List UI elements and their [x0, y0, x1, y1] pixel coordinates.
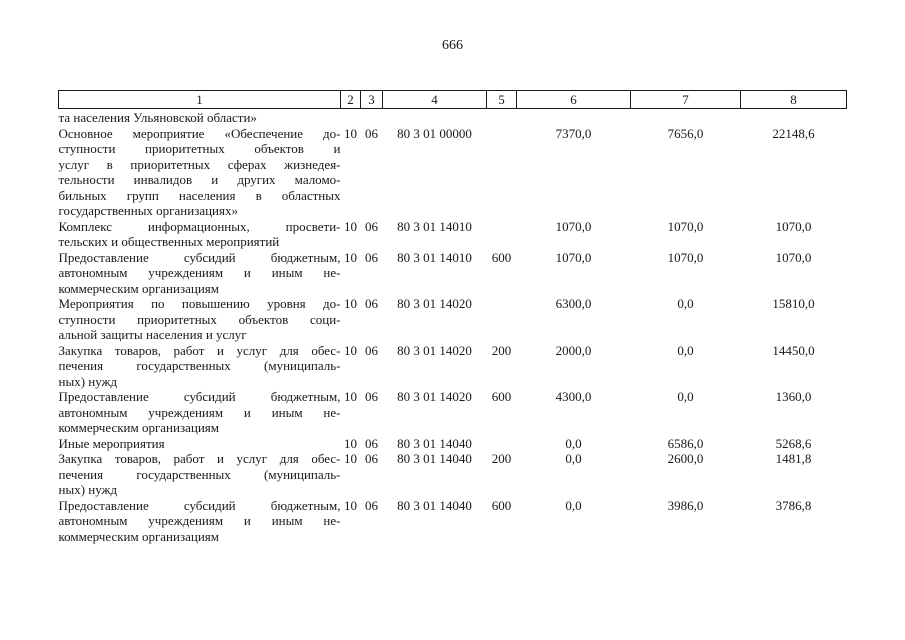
- section-code: 10: [344, 451, 357, 466]
- subsection-code: 06: [365, 451, 378, 466]
- amount-col-7: 0,0: [677, 296, 694, 311]
- header-col-2: 2: [341, 91, 361, 109]
- header-col-4: 4: [383, 91, 487, 109]
- row-name-line: ступности приоритетных объектов соци-: [58, 311, 341, 327]
- table-header-row: [59, 91, 847, 109]
- row-name: [59, 126, 341, 219]
- row-name-line: Предоставление субсидий бюджетным,: [58, 249, 341, 265]
- row-name-line: ных) нужд: [58, 482, 118, 497]
- header-col-8: 8: [741, 91, 847, 109]
- row-name: [59, 296, 341, 343]
- amount-col-8: 5268,6: [775, 435, 812, 451]
- amount-col-8: [741, 109, 847, 126]
- amount-col-6: 1070,0: [555, 249, 592, 265]
- target-article-code: 80 3 01 14020: [397, 389, 472, 404]
- subsection-code: 06: [365, 342, 378, 358]
- amount-col-7: 1070,0: [667, 218, 704, 234]
- amount-col-6: 0,0: [565, 451, 582, 466]
- expense-type-code: 600: [491, 389, 512, 404]
- table-row: [59, 109, 847, 126]
- amount-col-8: 1360,0: [775, 389, 812, 404]
- row-name: [59, 436, 341, 452]
- table-row: [59, 126, 847, 219]
- row-name: [59, 250, 341, 297]
- expense-type-code: [487, 436, 517, 452]
- subsection-code: 06: [365, 435, 378, 451]
- target-article-code: [383, 109, 487, 126]
- amount-col-6: 7370,0: [555, 125, 592, 141]
- table-row: [59, 219, 847, 250]
- row-name-line: Закупка товаров, работ и услуг для обес-: [58, 342, 341, 358]
- row-name-line: Закупка товаров, работ и услуг для обес-: [58, 451, 341, 466]
- target-article-code: 80 3 01 14040: [397, 497, 472, 513]
- section-code: 10: [344, 435, 357, 451]
- amount-col-7: 0,0: [677, 389, 694, 404]
- table-row: [59, 436, 847, 452]
- row-name-line: тельских и общественных мероприятий: [58, 234, 280, 249]
- table-row: [59, 389, 847, 436]
- row-name-line: коммерческим организациям: [58, 528, 220, 544]
- section-code: 10: [344, 497, 357, 513]
- section-code: 10: [344, 389, 357, 404]
- row-name-line: Основное мероприятие «Обеспечение до-: [58, 125, 341, 141]
- row-name-line: коммерческим организациям: [58, 420, 220, 435]
- amount-col-6: 0,0: [565, 435, 582, 451]
- section-code: 10: [344, 249, 357, 265]
- section-code: 10: [344, 218, 357, 234]
- row-name-line: альной защиты населения и услуг: [58, 327, 247, 342]
- expense-type-code: [487, 109, 517, 126]
- header-col-3: 3: [361, 91, 383, 109]
- target-article-code: 80 3 01 14040: [397, 435, 472, 451]
- row-name-line: коммерческим организациям: [58, 280, 220, 296]
- row-name-line: Предоставление субсидий бюджетным,: [58, 497, 341, 513]
- row-name-line: Мероприятия по повышению уровня до-: [58, 296, 341, 311]
- row-name-line: государственных организациях»: [58, 203, 238, 218]
- table-row: [59, 451, 847, 498]
- row-name: [59, 109, 341, 126]
- row-name-line: печения государственных (муниципаль-: [58, 466, 341, 482]
- row-name-line: Предоставление субсидий бюджетным,: [58, 389, 341, 404]
- row-name: [59, 343, 341, 390]
- table-row: [59, 296, 847, 343]
- amount-col-8: 22148,6: [772, 125, 815, 141]
- budget-table: [58, 90, 847, 544]
- amount-col-6: 4300,0: [555, 389, 592, 404]
- target-article-code: 80 3 01 14010: [397, 249, 472, 265]
- header-col-7: 7: [631, 91, 741, 109]
- amount-col-7: 1070,0: [667, 249, 704, 265]
- table-row: [59, 250, 847, 297]
- page-number: 666: [442, 38, 463, 53]
- section-code: 10: [344, 296, 357, 311]
- amount-col-6: 2000,0: [555, 342, 592, 358]
- amount-col-7: [631, 109, 741, 126]
- row-name-line: Комплекс информационных, просвети-: [58, 218, 341, 234]
- row-name-line: та населения Ульяновской области»: [58, 110, 257, 125]
- expense-type-code: 200: [491, 451, 512, 466]
- header-col-1: 1: [59, 91, 341, 109]
- target-article-code: 80 3 01 14020: [397, 296, 472, 311]
- amount-col-8: 1481,8: [775, 451, 812, 466]
- target-article-code: 80 3 01 00000: [397, 125, 472, 141]
- section-code: 10: [344, 342, 357, 358]
- row-name-line: Иные мероприятия: [58, 435, 165, 451]
- amount-col-8: 15810,0: [772, 296, 815, 311]
- amount-col-7: 0,0: [677, 342, 694, 358]
- amount-col-6: 6300,0: [555, 296, 592, 311]
- subsection-code: 06: [365, 296, 378, 311]
- row-name-line: бильных групп населения в областных: [58, 187, 341, 203]
- subsection-code: 06: [365, 497, 378, 513]
- section-code: [341, 109, 361, 126]
- target-article-code: 80 3 01 14010: [397, 218, 472, 234]
- expense-type-code: [487, 126, 517, 219]
- header-col-6: 6: [517, 91, 631, 109]
- row-name-line: автономным учреждениям и иным не-: [58, 265, 341, 280]
- table-row: [59, 498, 847, 545]
- row-name: [59, 219, 341, 250]
- amount-col-6: [517, 109, 631, 126]
- amount-col-7: 2600,0: [667, 451, 704, 466]
- amount-col-8: 1070,0: [775, 249, 812, 265]
- expense-type-code: 600: [491, 249, 512, 265]
- amount-col-7: 3986,0: [667, 497, 704, 513]
- amount-col-7: 6586,0: [667, 435, 704, 451]
- row-name-line: ступности приоритетных объектов и: [58, 141, 341, 156]
- subsection-code: [361, 109, 383, 126]
- amount-col-8: 14450,0: [772, 342, 815, 358]
- table-body: [59, 109, 847, 545]
- amount-col-6: 1070,0: [555, 218, 592, 234]
- row-name-line: печения государственных (муниципаль-: [58, 358, 341, 373]
- row-name-line: ных) нужд: [58, 373, 118, 389]
- target-article-code: 80 3 01 14020: [397, 342, 472, 358]
- row-name: [59, 451, 341, 498]
- target-article-code: 80 3 01 14040: [397, 451, 472, 466]
- expense-type-code: [487, 219, 517, 250]
- table-row: [59, 343, 847, 390]
- expense-type-code: 200: [491, 342, 512, 358]
- row-name-line: автономным учреждениям и иным не-: [58, 513, 341, 528]
- subsection-code: 06: [365, 218, 378, 234]
- expense-type-code: [487, 296, 517, 343]
- amount-col-8: 3786,8: [775, 497, 812, 513]
- amount-col-7: 7656,0: [667, 125, 704, 141]
- subsection-code: 06: [365, 249, 378, 265]
- section-code: 10: [344, 125, 357, 141]
- expense-type-code: 600: [491, 497, 512, 513]
- row-name-line: тельности инвалидов и других маломо-: [58, 172, 341, 187]
- amount-col-6: 0,0: [565, 497, 582, 513]
- row-name-line: автономным учреждениям и иным не-: [58, 404, 341, 420]
- row-name-line: услуг в приоритетных сферах жизнедея-: [58, 156, 341, 172]
- subsection-code: 06: [365, 125, 378, 141]
- subsection-code: 06: [365, 389, 378, 404]
- row-name: [59, 389, 341, 436]
- amount-col-8: 1070,0: [775, 218, 812, 234]
- header-col-5: 5: [487, 91, 517, 109]
- row-name: [59, 498, 341, 545]
